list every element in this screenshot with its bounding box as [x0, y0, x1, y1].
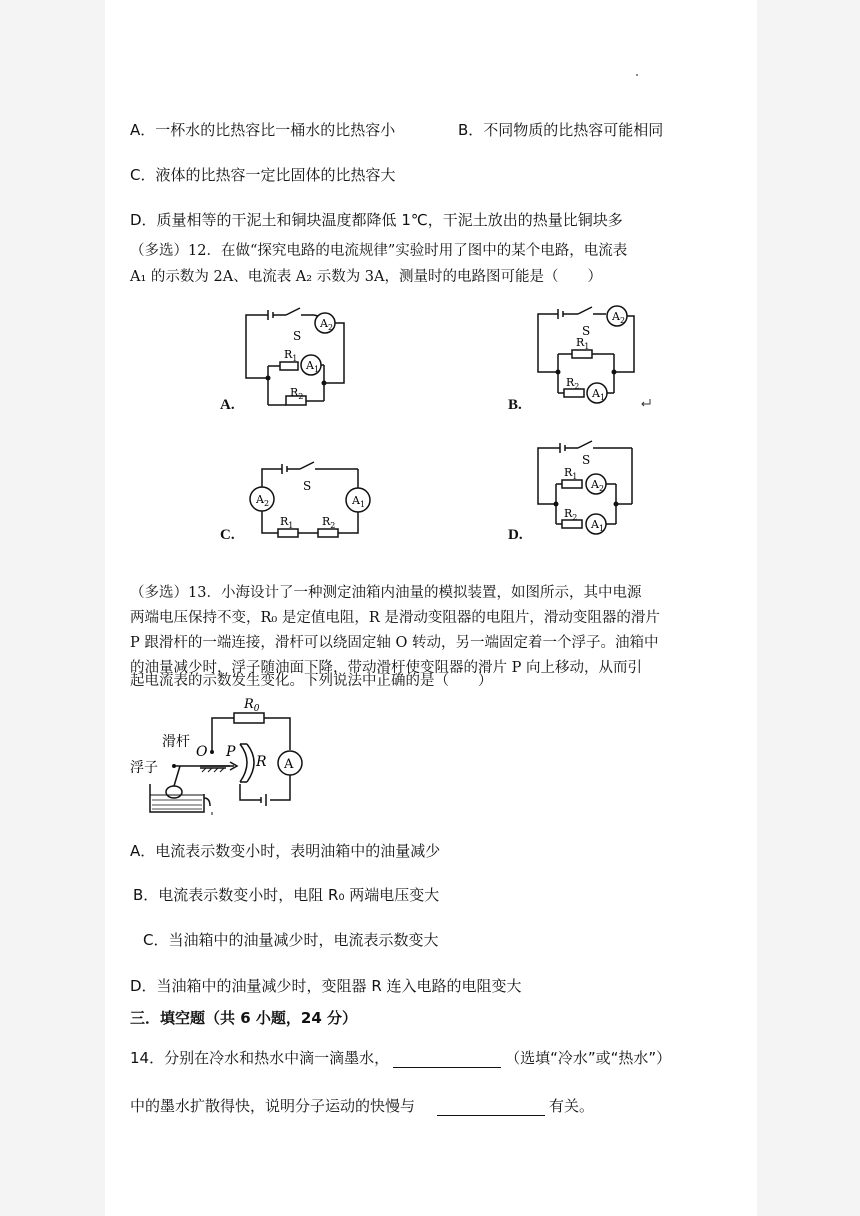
q13-oil-tank-figure: [130, 694, 310, 818]
q12-option-a-label[interactable]: A.: [220, 397, 235, 413]
ammeter-a2-label: $A_2$: [320, 317, 334, 332]
q12-circuit-b[interactable]: [530, 300, 650, 408]
q12-circuit-c[interactable]: [220, 455, 380, 543]
float-label: 浮子: [130, 760, 158, 776]
svg-text:A2: $A_2$: [591, 478, 605, 493]
svg-text:O: O: [196, 744, 208, 760]
q13-option-a[interactable]: A．电流表示数变小时，表明油箱中的油量减少: [130, 842, 441, 860]
q13-option-b[interactable]: B．电流表示数变小时，电阻 R₀ 两端电压变大: [133, 886, 440, 904]
q13-option-d[interactable]: D．当油箱中的油量减少时，变阻器 R 连入电路的电阻变大: [130, 977, 522, 995]
rod-label: 滑杆: [162, 734, 190, 750]
svg-text:R2: $R_2$: [564, 507, 578, 522]
svg-text:R1: $R_1$: [280, 515, 294, 530]
svg-text:S: S: [303, 479, 312, 493]
svg-text:R2: $R_2$: [566, 376, 580, 391]
ammeter-a1-label: $A_1$: [306, 359, 320, 374]
svg-text:S: S: [293, 329, 302, 343]
q12-stem-line1: （多选）12．在做“探究电路的电流规律”实验时用了图中的某个电路，电流表: [130, 243, 628, 259]
svg-text:A1: $A_1$: [592, 387, 606, 402]
q11-option-c[interactable]: C．液体的比热容一定比固体的比热容大: [130, 166, 396, 184]
svg-text:P: P: [226, 744, 236, 760]
scan-speck: [636, 74, 638, 76]
q13-stem-line3: P 跟滑杆的一端连接，滑杆可以绕固定轴 O 转动，另一端固定着一个浮子。油箱中: [130, 635, 659, 651]
svg-text:A2: $A_2$: [256, 493, 270, 508]
q13-stem-line4: 的油量减少时，浮子随油面下降，带动滑杆使变阻器的滑片 P 向上移动，从而引: [130, 660, 642, 676]
r0-label: $R_0$: [244, 697, 260, 714]
q14-line1-prefix: 14．分别在冷水和热水中滴一滴墨水，: [130, 1049, 390, 1067]
svg-text:R: R: [256, 754, 267, 770]
q14-line1: [130, 1048, 671, 1068]
return-mark-icon: [640, 398, 652, 408]
q14-line2-suffix: 有关。: [549, 1097, 595, 1115]
svg-text:R1: $R_1$: [284, 348, 298, 363]
q14-blank-1[interactable]: [393, 1051, 501, 1068]
q11-option-d[interactable]: D．质量相等的干泥土和铜块温度都降低 1℃，干泥土放出的热量比铜块多: [130, 211, 623, 229]
q11-option-b[interactable]: B．不同物质的比热容可能相同: [458, 121, 664, 139]
q12-option-d-label[interactable]: D.: [508, 527, 523, 543]
q14-blank-2[interactable]: [437, 1099, 545, 1116]
q14-line2: [130, 1096, 594, 1116]
svg-text:A: A: [284, 757, 294, 772]
q13-stem-line1: （多选）13．小海设计了一种测定油箱内油量的模拟装置，如图所示，其中电源: [130, 585, 642, 601]
svg-text:S: S: [582, 324, 591, 338]
svg-text:A1: $A_1$: [352, 494, 366, 509]
svg-text:R1: $R_1$: [564, 466, 578, 481]
section-3-heading: 三．填空题（共 6 小题，24 分）: [130, 1009, 357, 1027]
q12-circuit-d[interactable]: [530, 434, 640, 544]
q12-option-c-label[interactable]: C.: [220, 527, 235, 543]
svg-text:R2: $R_2$: [322, 515, 336, 530]
svg-text:S: S: [582, 453, 591, 467]
q12-stem-line2: A₁ 的示数为 2A、电流表 A₂ 示数为 3A，测量时的电路图可能是（ ）: [130, 269, 603, 285]
svg-text:R1: $R_1$: [576, 336, 590, 351]
q14-line1-suffix: （选填“冷水”或“热水”）: [505, 1049, 672, 1067]
svg-text:A1: $A_1$: [591, 518, 605, 533]
q13-stem-line2: 两端电压保持不变，R₀ 是定值电阻，R 是滑动变阻器的电阻片，滑动变阻器的滑片: [130, 610, 660, 626]
q13-stem-line5: 起电流表的示数发生变化。下列说法中正确的是（ ）: [130, 673, 493, 689]
svg-text:R2: $R_2$: [290, 386, 304, 401]
q12-circuit-a[interactable]: [238, 306, 356, 410]
q12-option-b-label[interactable]: B.: [508, 397, 522, 413]
q13-option-c[interactable]: C．当油箱中的油量减少时，电流表示数变大: [143, 931, 439, 949]
q11-option-a[interactable]: A．一杯水的比热容比一桶水的比热容小: [130, 121, 396, 139]
q14-line2-prefix: 中的墨水扩散得快，说明分子运动的快慢与: [130, 1097, 416, 1115]
svg-text:A2: $A_2$: [612, 310, 626, 325]
